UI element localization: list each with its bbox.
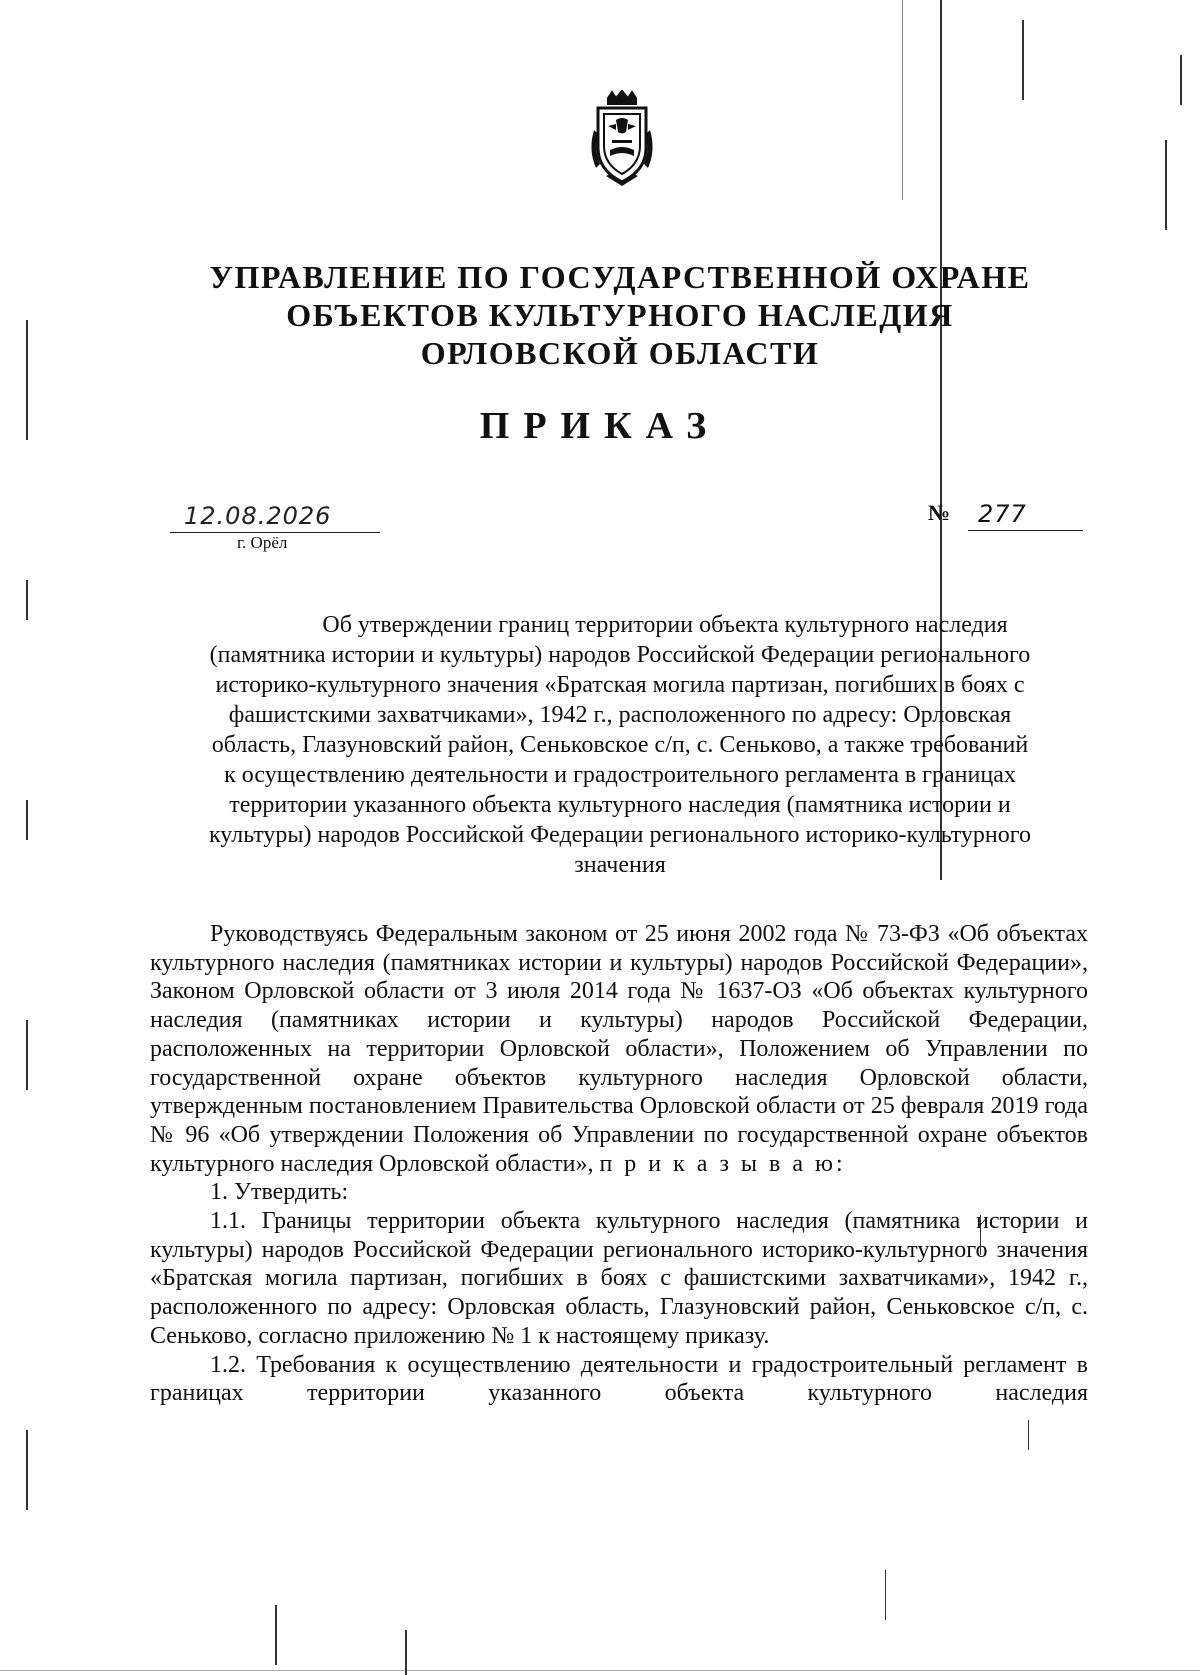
scan-artifact-line xyxy=(26,800,28,840)
handwritten-number: 277 xyxy=(968,500,1083,531)
agency-name-line: УПРАВЛЕНИЕ ПО ГОСУДАРСТВЕННОЙ ОХРАНЕ xyxy=(209,259,1031,295)
scan-artifact-line xyxy=(1165,140,1167,230)
agency-name xyxy=(180,258,1060,372)
title-line: фашистскими захватчиками», 1942 г., расположенного по адресу: Орловская xyxy=(228,702,1012,728)
scan-artifact-line xyxy=(1028,1420,1029,1450)
preamble-paragraph: Руководствуясь Федеральным законом от 25 июня 2002 года № 73-ФЗ «Об объектах культурного наследия (памятниках истории и культуры) народов Российской Федерации», Законом Орловской области от 3 июля 2014 года № 1637-ОЗ «Об объектах культурного наследия (памятниках истории и культуры) народов Российской Федерации, расположенных на территории Орловской области», Положением об Управлении по государственной охране объектов культурного наследия Орловской области, утвержденным постановлением Правительства Орловской области от 25 февраля 2019 года № 96 «Об утверждении Положения об Управлении по государственной охране объектов культурного наследия Орловской области», п р и к а з ы в а ю: xyxy=(150,921,1088,1177)
title-line: территории указанного объекта культурного наследия (памятника истории и xyxy=(229,792,1011,818)
city: г. Орёл xyxy=(237,533,288,552)
agency-name-line: ОБЪЕКТОВ КУЛЬТУРНОГО НАСЛЕДИЯ xyxy=(286,297,954,333)
scan-artifact-line xyxy=(275,1605,277,1665)
number-sign: № xyxy=(928,500,951,525)
document-type: ПРИКАЗ xyxy=(479,405,721,447)
coat-of-arms-icon xyxy=(586,90,658,190)
scan-artifact-line xyxy=(405,1630,407,1675)
date-block xyxy=(170,502,380,553)
item-1-1: 1.1. Границы территории объекта культурного наследия (памятника истории и культуры) народов Российской Федерации регионального историко-культурного значения «Братская могила партизан, погибших в боях с фашистскими захватчиками», 1942 г., расположенного по адресу: Орловская область, Глазуновский район, Сеньковское с/п, с. Сеньково, согласно приложению № 1 к настоящему приказу. xyxy=(150,1208,1088,1349)
title-line: историко-культурного значения «Братская могила партизан, погибших в боях с xyxy=(215,672,1025,698)
scan-artifact-line xyxy=(0,1670,1200,1671)
scan-artifact-line xyxy=(885,1570,886,1620)
title-line: Об утверждении границ территории объекта культурного наследия xyxy=(322,612,1008,638)
document-title xyxy=(150,610,1090,880)
title-line: значения xyxy=(574,852,666,878)
title-line: (памятника истории и культуры) народов Российской Федерации регионального xyxy=(209,642,1031,668)
title-line: область, Глазуновский район, Сеньковское с/п, с. Сеньково, а также требований xyxy=(211,732,1029,758)
scan-artifact-line xyxy=(26,320,28,440)
agency-name-line: ОРЛОВСКОЙ ОБЛАСТИ xyxy=(420,335,820,371)
order-word: п р и к а з ы в а ю: xyxy=(599,1150,846,1177)
scan-artifact-line xyxy=(26,1430,28,1510)
scan-artifact-line xyxy=(1022,20,1024,100)
scan-artifact-line xyxy=(902,0,903,200)
scan-artifact-line xyxy=(1180,55,1182,105)
item-1-2: 1.2. Требования к осуществлению деятельности и градостроительный регламент в границах территории указанного объекта культурного наследия xyxy=(150,1351,1088,1407)
title-line: к осуществлению деятельности и градостроительного регламента в границах xyxy=(224,762,1016,788)
scan-artifact-line xyxy=(26,580,28,620)
scan-artifact-line xyxy=(26,1020,28,1090)
handwritten-date: 12.08.2026 xyxy=(170,502,380,533)
number-block xyxy=(928,500,1073,526)
item-1: 1. Утвердить: xyxy=(210,1179,349,1206)
document-body xyxy=(150,920,1088,1408)
title-line: культуры) народов Российской Федерации регионального историко-культурного xyxy=(208,822,1032,848)
